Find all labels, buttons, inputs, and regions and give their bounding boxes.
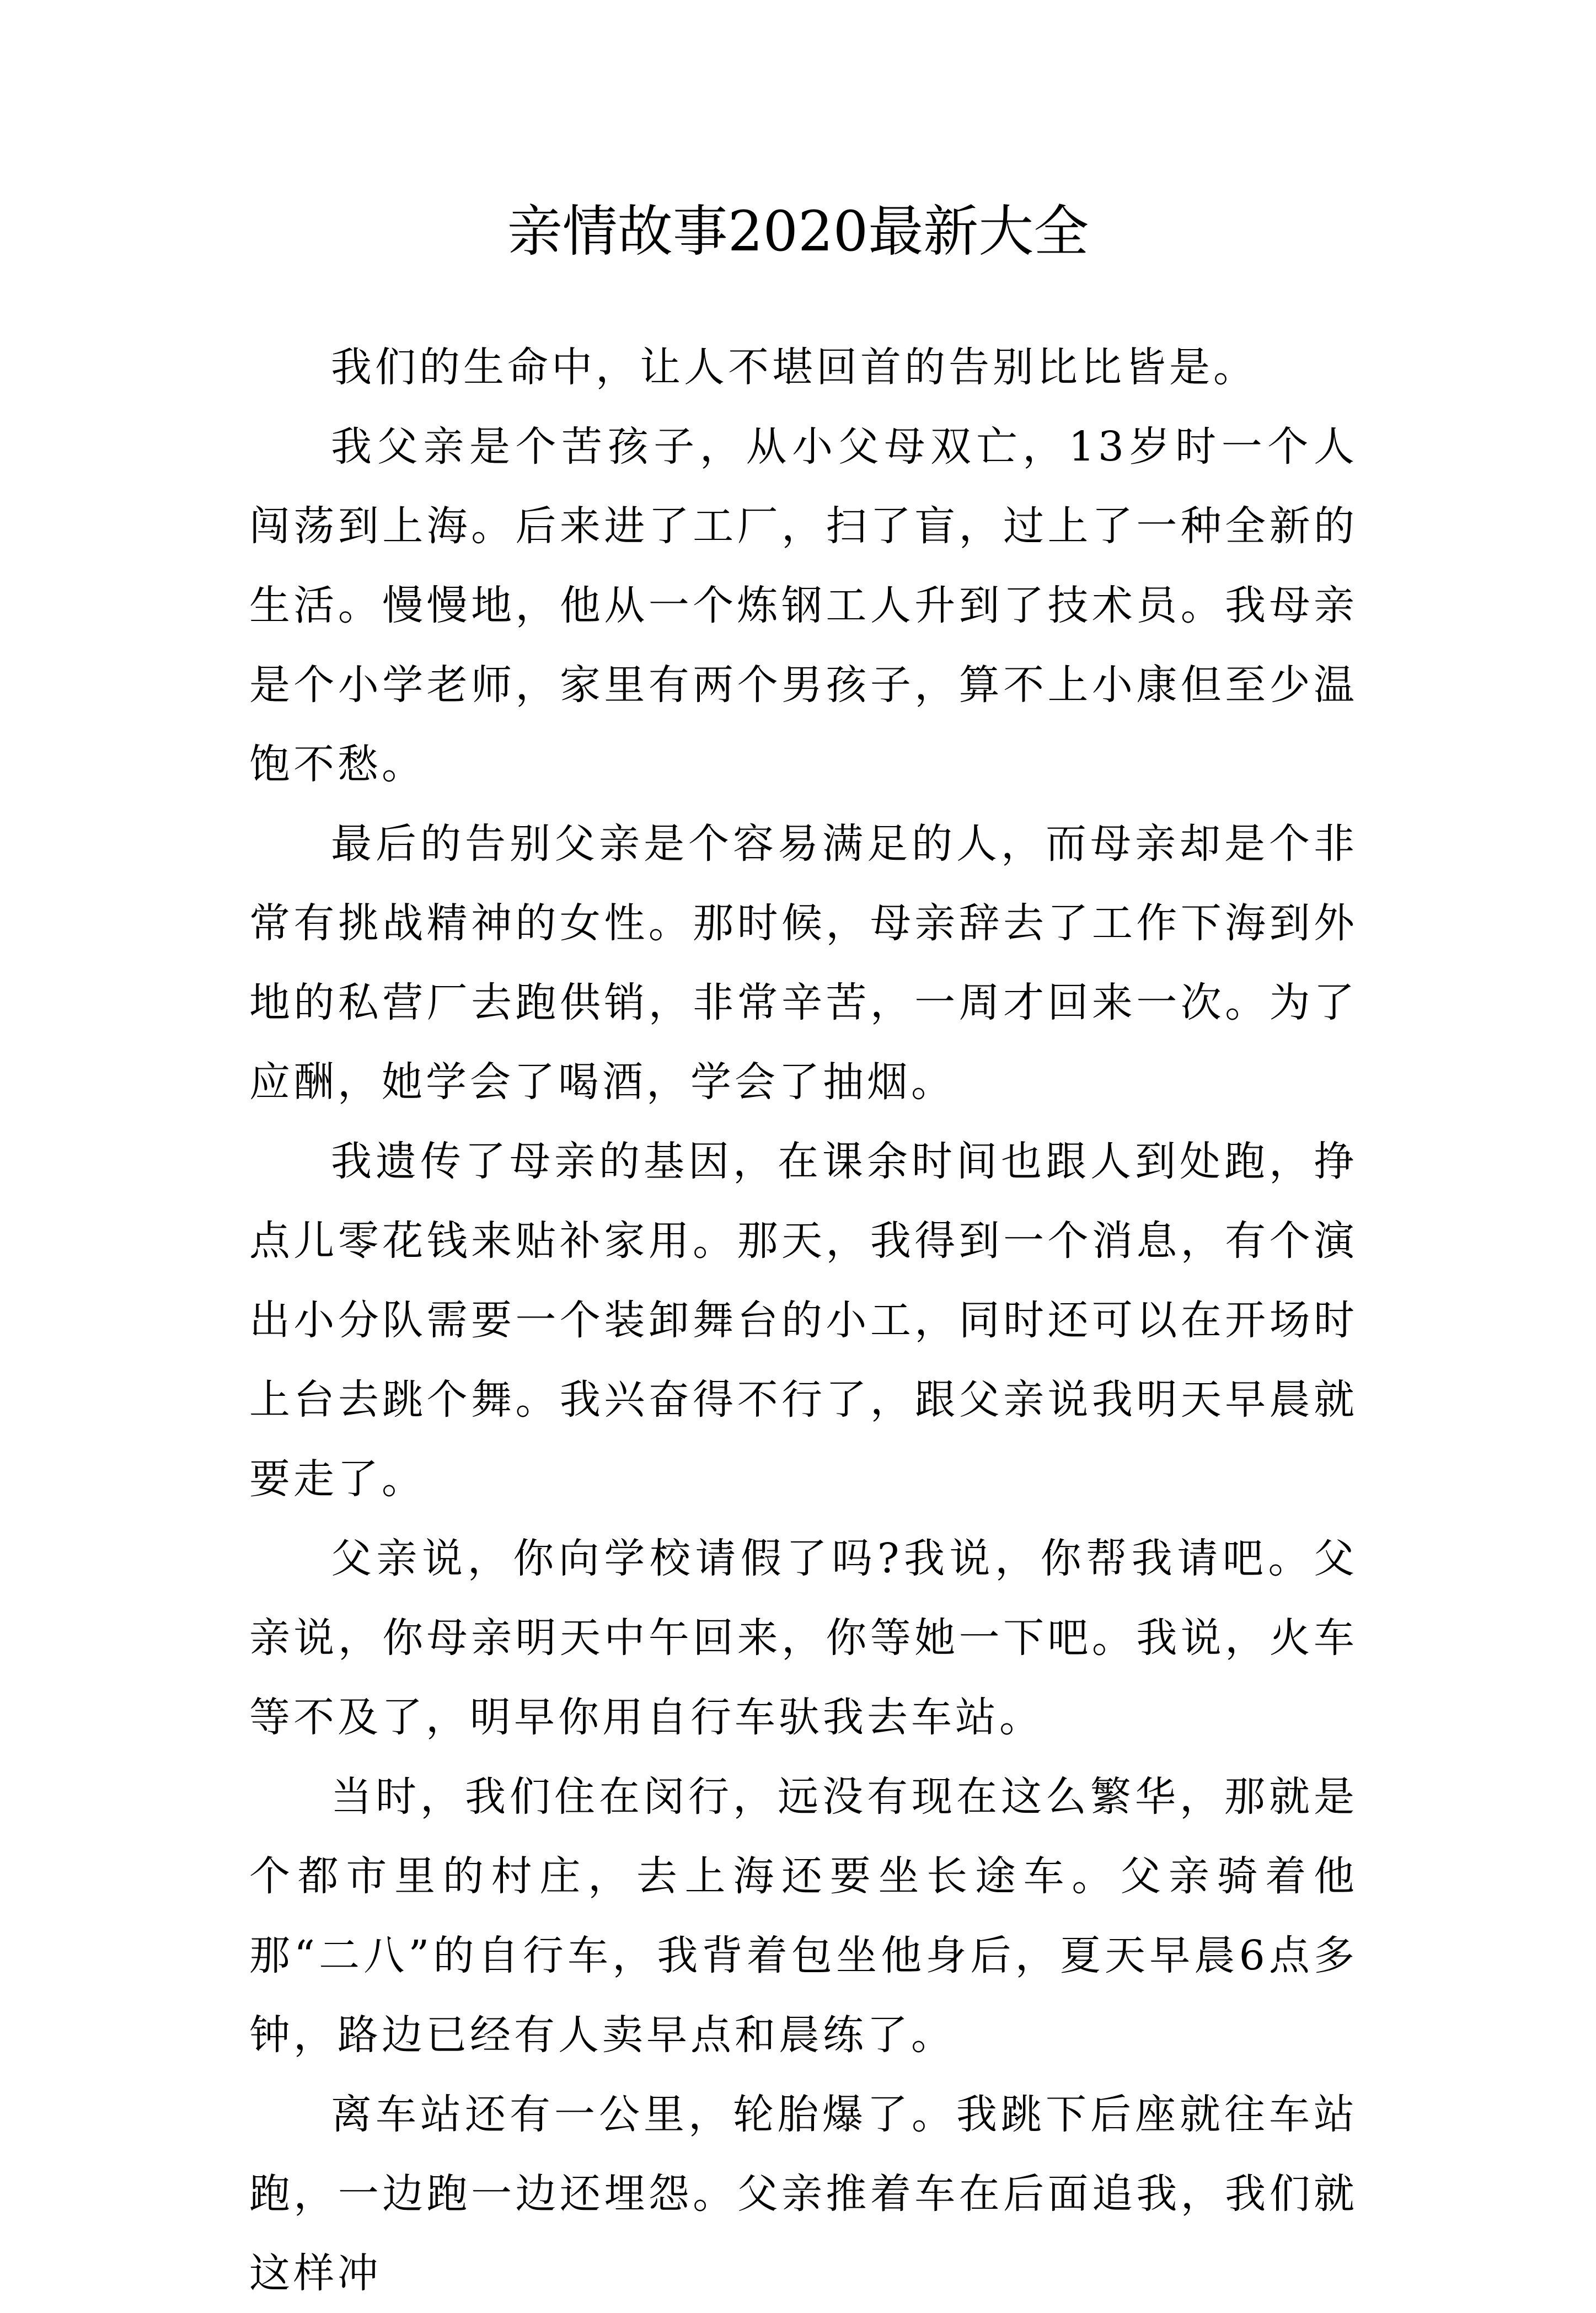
document-body [249,328,1358,2313]
paragraph-3: 最后的告别父亲是个容易满足的人，而母亲却是个非常有挑战精神的女性。那时候，母亲辞去了工作下海到外地的私营厂去跑供销，非常辛苦，一周才回来一次。为了应酬，她学会了喝酒，学会了抽烟。 [249,820,1358,1106]
paragraph-6: 当时，我们住在闵行，远没有现在这么繁华，那就是个都市里的村庄，去上海还要坐长途车。父亲骑着他那“二八”的自行车，我背着包坐他身后，夏天早晨6点多钟，路边已经有人卖早点和晨练了。 [249,1773,1358,2059]
paragraph-2: 我父亲是个苦孩子，从小父母双亡，13岁时一个人闯荡到上海。后来进了工厂，扫了盲，过上了一种全新的生活。慢慢地，他从一个炼钢工人升到了技术员。我母亲是个小学老师，家里有两个男孩子，算不上小康但至少温饱不愁。 [249,423,1358,788]
paragraph-5: 父亲说，你向学校请假了吗?我说，你帮我请吧。父亲说，你母亲明天中午回来，你等她一下吧。我说，火车等不及了，明早你用自行车驮我去车站。 [249,1535,1358,1741]
paragraph-7: 离车站还有一公里，轮胎爆了。我跳下后座就往车站跑，一边跑一边还埋怨。父亲推着车在后面追我，我们就这样冲 [249,2091,1358,2297]
paragraph-4: 我遗传了母亲的基因，在课余时间也跟人到处跑，挣点儿零花钱来贴补家用。那天，我得到一个消息，有个演出小分队需要一个装卸舞台的小工，同时还可以在开场时上台去跳个舞。我兴奋得不行了，跟父亲说我明天早晨就要走了。 [249,1138,1358,1503]
document-title: 亲情故事2020最新大全 [507,199,1089,264]
paragraph-1: 我们的生命中，让人不堪回首的告别比比皆是。 [331,344,1257,391]
